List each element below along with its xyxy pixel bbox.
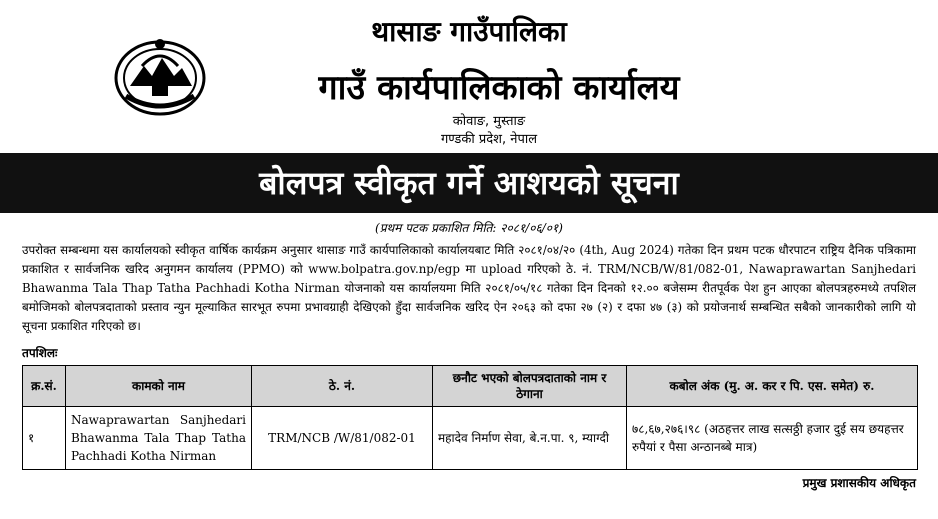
address-line-1: कोवाङ, मुस्ताङ xyxy=(452,114,526,129)
bid-table xyxy=(22,365,918,470)
notice-body: उपरोक्त सम्बन्धमा यस कार्यालयको स्वीकृत वार्षिक कार्यक्रम अनुसार थासाङ गाउँ कार्यपालिकाको कार्यालयबाट मिति २०८१/०४/२० (4th, Aug 2024) गतेका दिन प्रथम पटक धौरपाटन राष्ट्रिय दैनिक पत्रिकामा प्रकाशित र सार्वजनिक खरिद अनुगमन कार्यालय (PPMO) को www.bolpatra.gov.np/egp मा upload गरिएको ठे. नं. TRM/NCB/W/81/082-01, Nawaprawartan Sanjhedari Bhawanma Tala Thap Tatha Pachhadi Kotha Nirman योजनाको यस कार्यालयमा मिति २०८१/०५/१८ गतेका दिन दिनको १२.०० बजेसम्म रीतपूर्वक पेश हुन आएका बोलपत्रहरुमध्ये तपशिल बमोजिमको बोलपत्रदाताको प्रस्ताव न्युन मूल्याकित सारभूत रुपमा प्रभावग्राही देखिएको हुँदा सार्वजनिक खरिद ऐन २०६३ को दफा २७ (२) र दफा ४७ (३) को प्रयोजनार्थ सम्बन्धित सबैको जानकारीको लागि यो सूचना प्रकाशित गरिएको छ। xyxy=(22,243,916,333)
cell-work-name: Nawaprawartan Sanjhedari Bhawanma Tala Thap Tatha Pachhadi Kotha Nirman xyxy=(66,407,252,470)
cell-contract-no: TRM/NCB /W/81/082-01 xyxy=(252,407,433,470)
header-amount: कबोल अंक (मु. अ. कर र पि. एस. समेत) रु. xyxy=(627,366,918,407)
header-sn: क्र.सं. xyxy=(23,366,66,407)
cell-sn: १ xyxy=(23,407,66,470)
table-row xyxy=(23,407,918,470)
details-label: तपशिलः xyxy=(22,346,58,360)
notice-title-banner: बोलपत्र स्वीकृत गर्ने आशयको सूचना xyxy=(0,153,938,213)
office-name: गाउँ कार्यपालिकाको कार्यालय xyxy=(318,68,680,108)
header-bidder: छनौट भएको बोलपत्रदाताको नाम र ठेगाना xyxy=(433,366,627,407)
cell-bidder: महादेव निर्माण सेवा, बे.न.पा. ९, म्याग्दी xyxy=(433,407,627,470)
signature-title: प्रमुख प्रशासकीय अधिकृत xyxy=(802,476,916,490)
published-date: (प्रथम पटक प्रकाशित मिति: २०८१/०६/०१) xyxy=(375,221,563,235)
table-header-row xyxy=(23,366,918,407)
cell-amount: ७८,६७,२७६।९८ (अठहत्तर लाख सत्सठ्ठी हजार दुई सय छयहत्तर रुपैयां र पैसा अन्ठानब्बे मात्र) xyxy=(627,407,918,470)
letterhead xyxy=(0,0,938,150)
header-contract-no: ठे. नं. xyxy=(252,366,433,407)
address-line-2: गण्डकी प्रदेश, नेपाल xyxy=(440,132,538,147)
header-work-name: कामको नाम xyxy=(66,366,252,407)
org-name: थासाङ गाउँपालिका xyxy=(371,15,567,48)
